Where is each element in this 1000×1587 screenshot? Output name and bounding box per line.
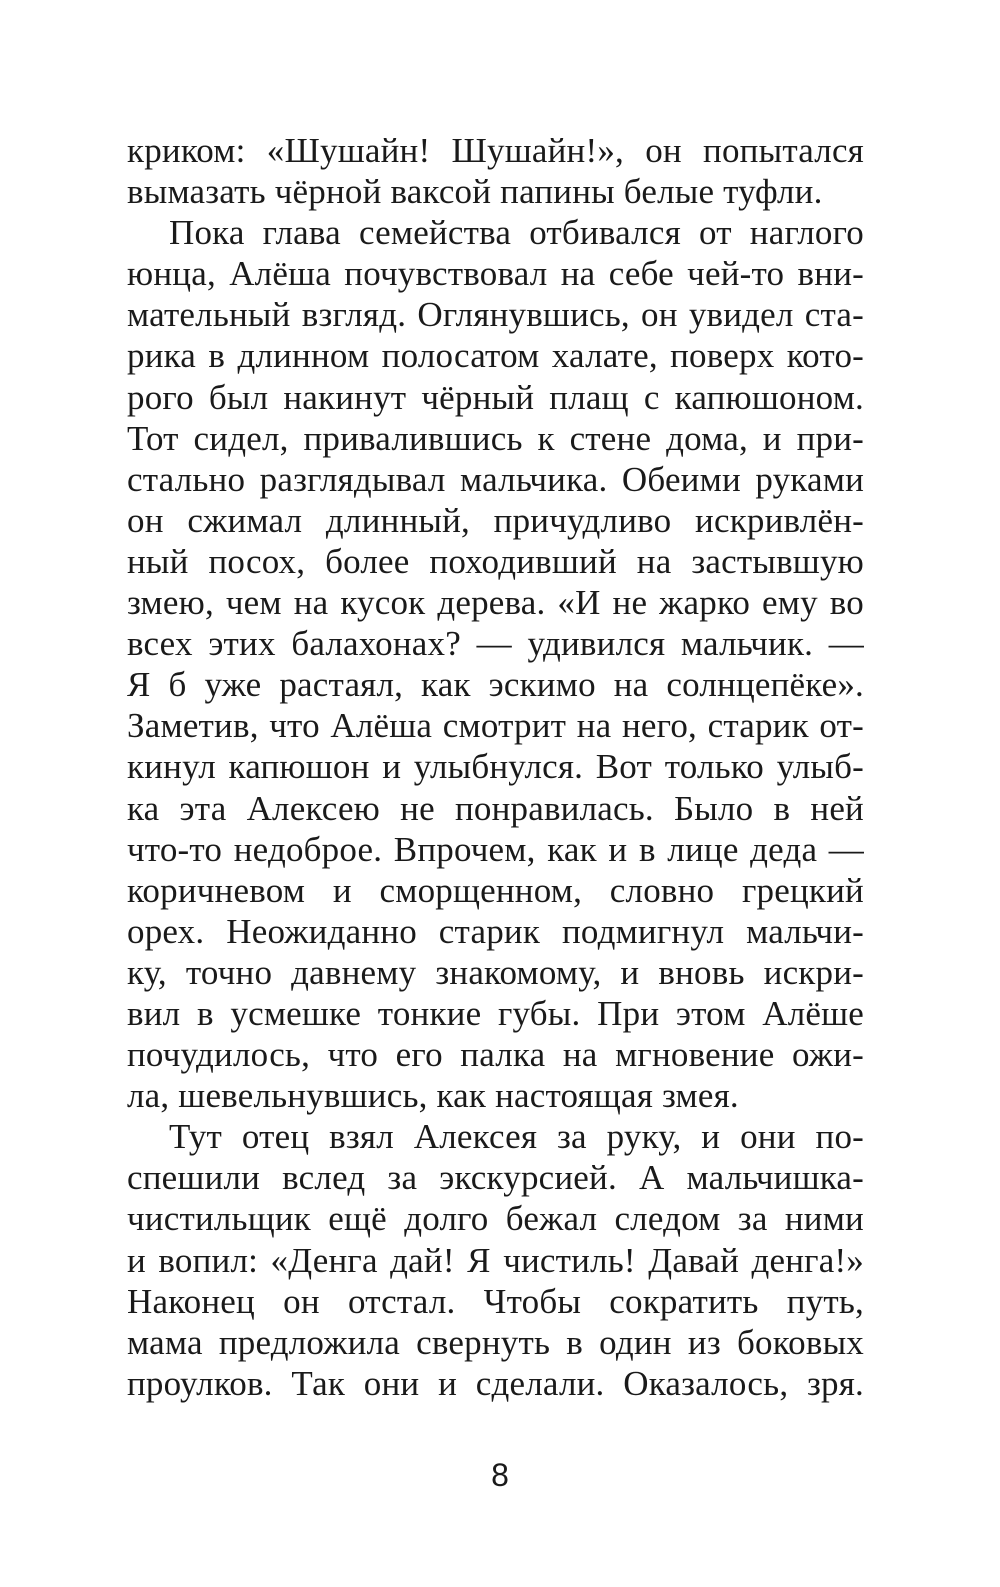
text-line: почудилось, что его палка на мгновение ожи- bbox=[127, 1035, 864, 1075]
text-line: коричневом и сморщенном, словно грецкий bbox=[127, 870, 864, 910]
text-line: змею, чем на кусок дерева. «И не жарко ему во bbox=[127, 583, 864, 623]
text-line: Тот сидел, привалившись к стене дома, и при- bbox=[127, 418, 864, 458]
paragraph-start-line: Пока глава семейства отбивался от наглого bbox=[169, 213, 864, 253]
text-line: спешили вслед за экскурсией. А мальчишка- bbox=[127, 1158, 864, 1198]
text-line: кинул капюшон и улыбнулся. Вот только улыб- bbox=[127, 747, 864, 787]
text-line: ный посох, более походивший на застывшую bbox=[127, 541, 864, 581]
text-line: стально разглядывал мальчика. Обеими руками bbox=[127, 459, 864, 499]
text-line: ка эта Алексею не понравилась. Было в ней bbox=[127, 788, 864, 828]
text-line: и вопил: «Денга дай! Я чистиль! Давай денга!» bbox=[127, 1240, 864, 1280]
text-line: всех этих балахонах? — удивился мальчик. — bbox=[127, 624, 864, 664]
text-line: рого был накинут чёрный плащ с капюшоном. bbox=[127, 377, 864, 417]
text-line: криком: «Шушайн! Шушайн!», он попытался bbox=[127, 131, 864, 170]
text-line: он сжимал длинный, причудливо искривлён- bbox=[127, 500, 864, 540]
paragraph-start-line: Тут отец взял Алексея за руку, и они по- bbox=[169, 1117, 864, 1157]
text-line: вил в усмешке тонкие губы. При этом Алёше bbox=[127, 993, 864, 1033]
text-line: ку, точно давнему знакомому, и вновь искри- bbox=[127, 952, 864, 992]
text-line: ла, шевельнувшись, как настоящая змея. bbox=[127, 1076, 739, 1116]
text-line: Заметив, что Алёша смотрит на него, старик от- bbox=[127, 706, 864, 746]
text-line: проулков. Так они и сделали. Оказалось, зря. bbox=[127, 1363, 864, 1403]
text-line: чистильщик ещё долго бежал следом за ними bbox=[127, 1199, 864, 1239]
body-text bbox=[127, 130, 864, 1404]
text-line: вымазать чёрной ваксой папины белые туфли. bbox=[127, 172, 823, 212]
text-line: рика в длинном полосатом халате, поверх кото- bbox=[127, 336, 864, 376]
text-line: что-то недоброе. Впрочем, как и в лице деда — bbox=[127, 829, 864, 869]
text-line: Наконец он отстал. Чтобы сократить путь, bbox=[127, 1281, 864, 1321]
text-line: мама предложила свернуть в один из боковых bbox=[127, 1322, 864, 1362]
text-line: орех. Неожиданно старик подмигнул мальчи- bbox=[127, 911, 864, 951]
page-number: 8 bbox=[491, 1457, 509, 1493]
text-line: юнца, Алёша почувствовал на себе чей-то вни- bbox=[127, 254, 864, 294]
text-line: мательный взгляд. Оглянувшись, он увидел ста- bbox=[127, 295, 864, 335]
text-line: Я б уже растаял, как эскимо на солнцепёке». bbox=[127, 665, 864, 705]
